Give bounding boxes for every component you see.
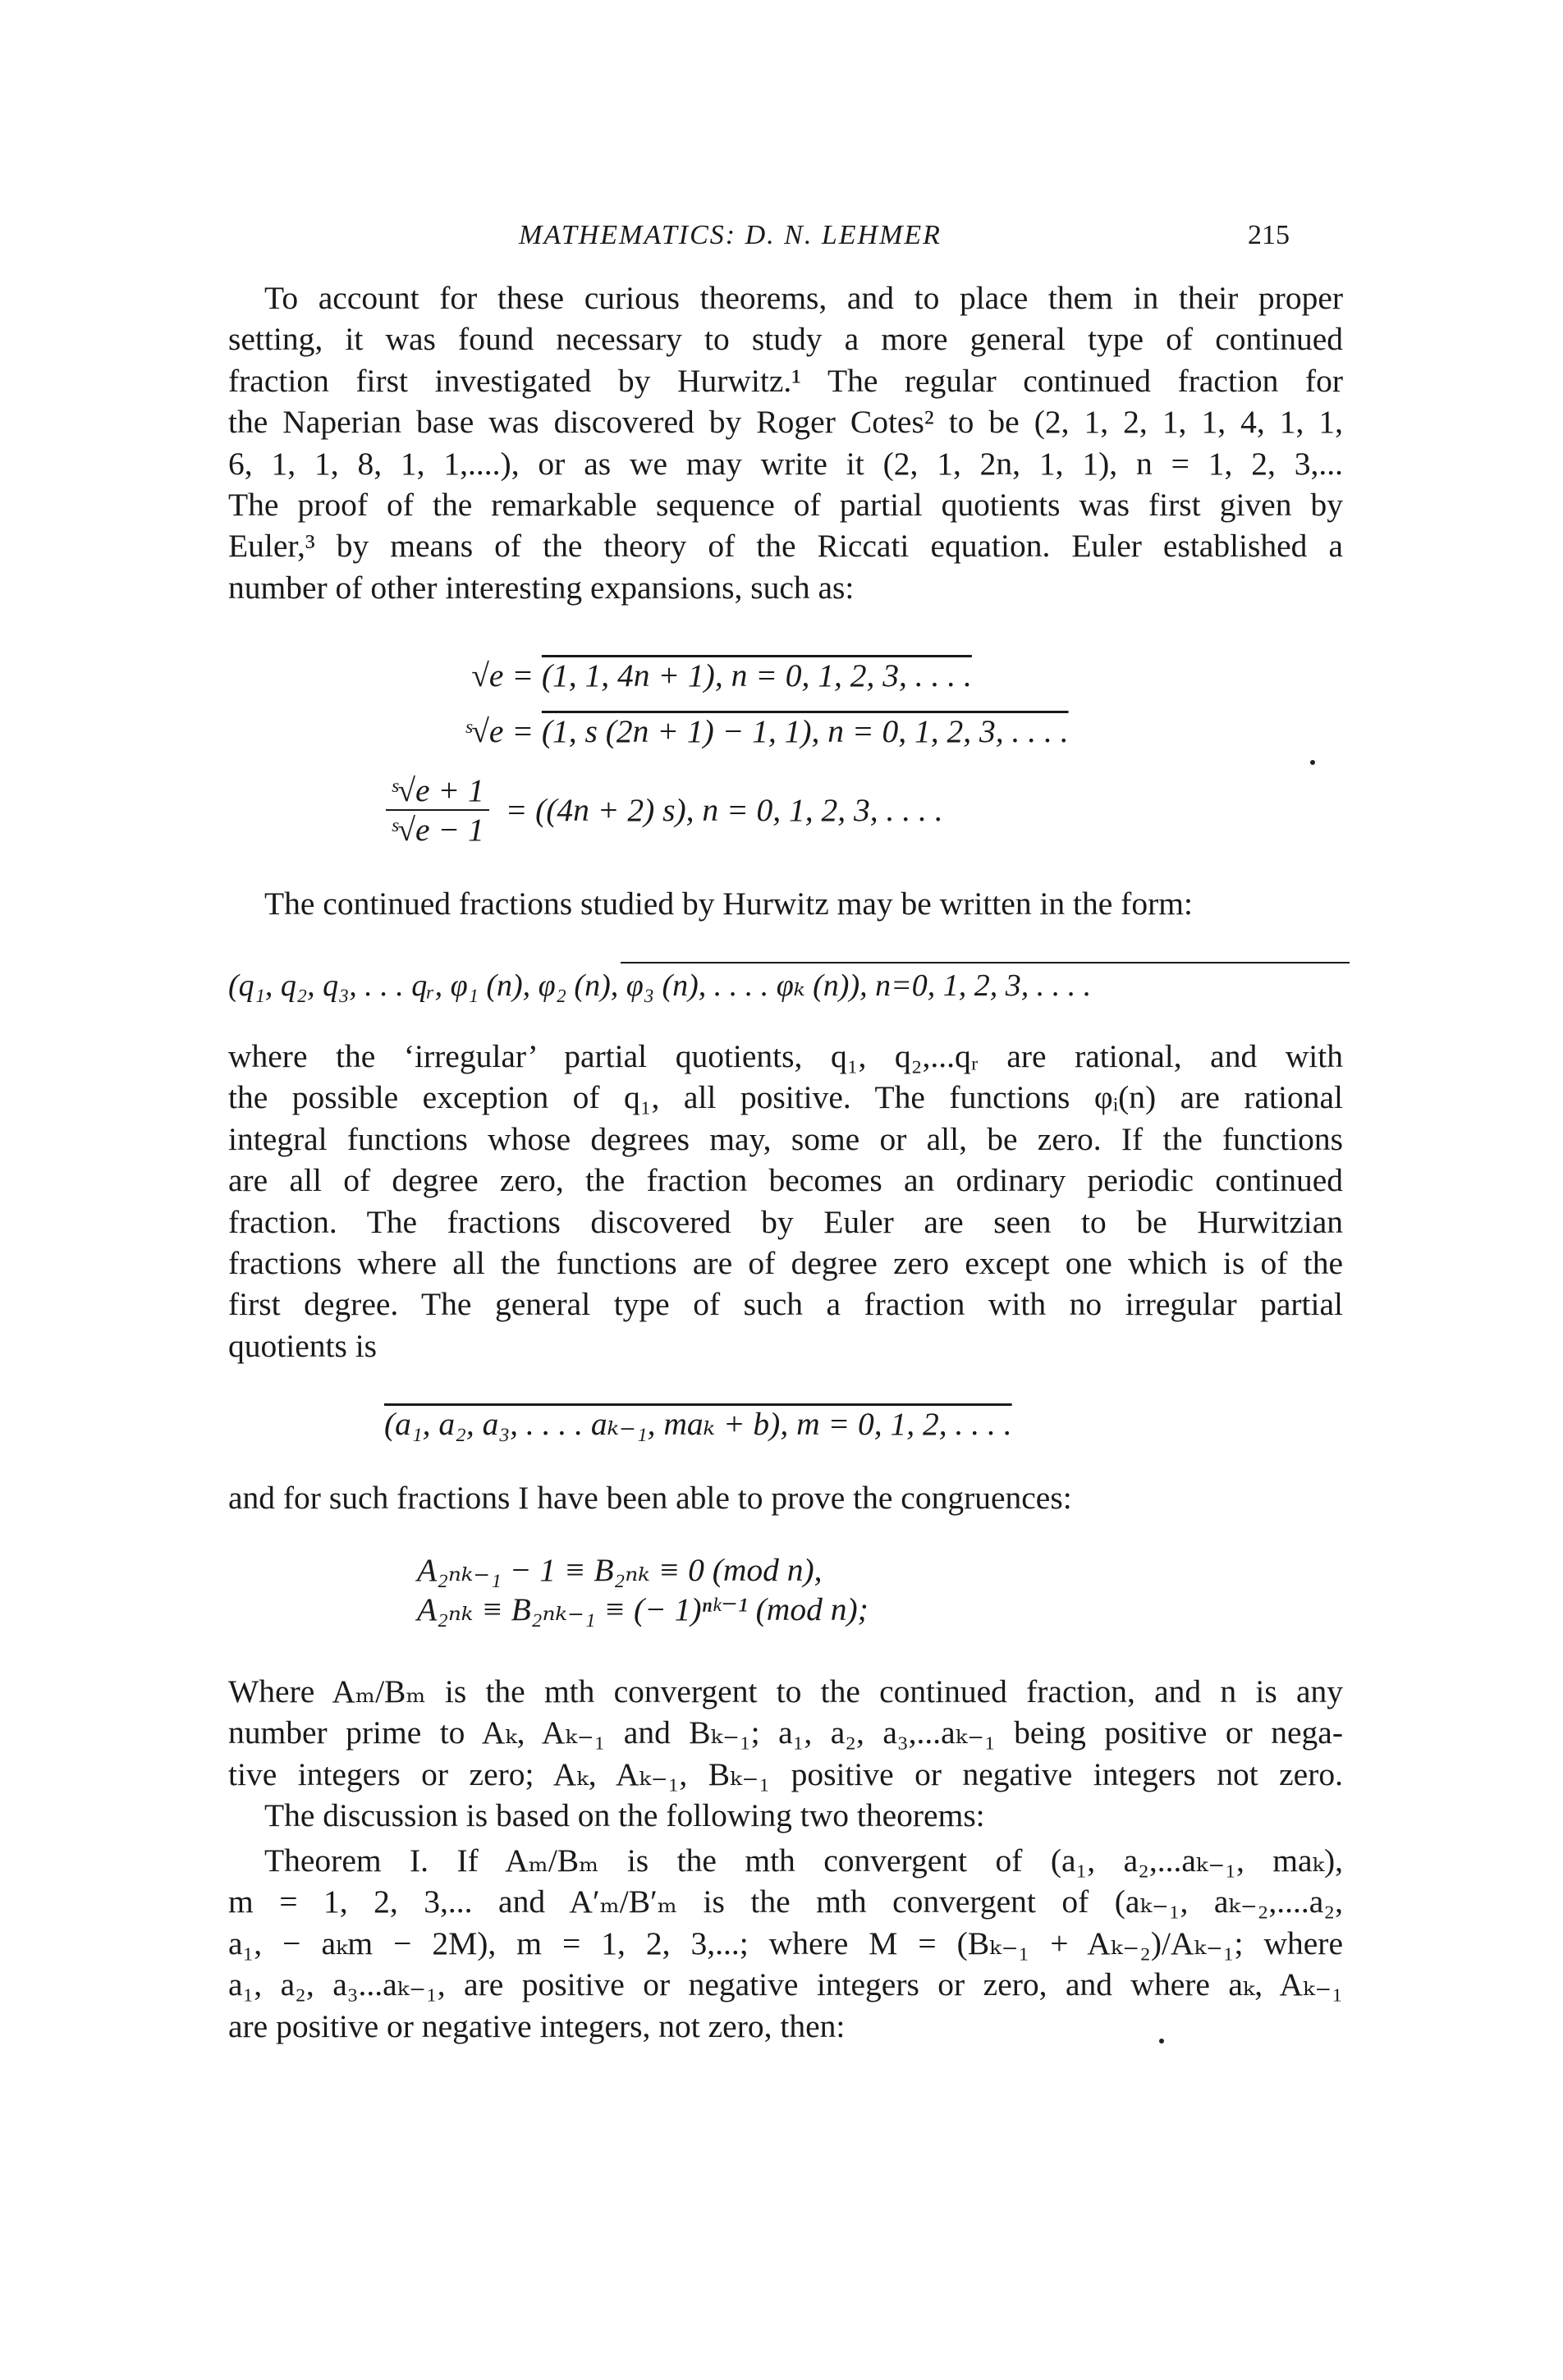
text-line: Euler,³ by means of the theory of the Riccati equation. Euler established a (228, 528, 1343, 565)
text-line: m = 1, 2, 3,... and A′ₘ/B′ₘ is the mth convergent of (aₖ₋₁, aₖ₋₂,....a₂, (228, 1883, 1343, 1920)
fraction: $\frac{\text{ˢ√e + 1}}{\text{ˢ√e − 1}}$ (386, 771, 489, 849)
text-line: where the ‘irregular’ partial quotients, q₁, q₂,...qᵣ are rational, and with (228, 1038, 1343, 1074)
equation-s-root-e: ˢ√e = (1, s (2n + 1) − 1, 1), n = 0, 1, 2, 3, . . . . (464, 713, 1069, 749)
text-line: The proof of the remarkable sequence of partial quotients was first given by (228, 486, 1343, 523)
text-line: first degree. The general type of such a fraction with no irregular partial (228, 1286, 1343, 1323)
text-line: number of other interesting expansions, such as: (228, 569, 855, 606)
text-line: setting, it was found necessary to study a more general type of continued (228, 321, 1343, 358)
equation-root-ratio: $\frac{\text{ˢ√e + 1}}{\text{ˢ√e − 1}}$ = ((4n + 2) s), n = 0, 1, 2, 3, . . . . (386, 771, 943, 849)
text-line: To account for these curious theorems, and to place them in their proper (264, 280, 1343, 316)
equation-general-type: (a₁, a₂, a₃, . . . . aₖ₋₁, maₖ + b), m = 0, 1, 2, . . . . (384, 1406, 1012, 1442)
congruence-1: A₂ₙₖ₋₁ − 1 ≡ B₂ₙₖ ≡ 0 (mod n), (417, 1552, 823, 1588)
text-line: The discussion is based on the following two theorems: (264, 1797, 985, 1834)
text-line: a₁, − aₖm − 2M), m = 1, 2, 3,...; where M = (Bₖ₋₁ + Aₖ₋₂)/Aₖ₋₁; where (228, 1925, 1343, 1961)
stray-mark (1310, 760, 1315, 765)
text-line: are positive or negative integers, not zero, then: (228, 2007, 846, 2044)
text-line: integral functions whose degrees may, some or all, be zero. If the functions (228, 1120, 1343, 1157)
text-line: the possible exception of q₁, all positive. The functions φᵢ(n) are rational (228, 1079, 1343, 1116)
text-line: fraction first investigated by Hurwitz.¹ The regular continued fraction for (228, 362, 1343, 399)
text-line: fractions where all the functions are of degree zero except one which is of the (228, 1244, 1343, 1281)
text-line: tive integers or zero; Aₖ, Aₖ₋₁, Bₖ₋₁ positive or negative integers not zero. (228, 1755, 1343, 1792)
paragraph-convergent-def (228, 1671, 1343, 1837)
equation-hurwitz-general: (q₁, q₂, q₃, . . . qᵣ, φ₁ (n), φ₂ (n), φ₃ (n), . . . . φₖ (n)), n=0, 1, 2, 3, . . . . (228, 968, 1092, 1003)
equation-sqrt-e: √e = (1, 1, 4n + 1), n = 0, 1, 2, 3, . . . . (471, 657, 972, 693)
paragraph-congruences-intro: and for such fractions I have been able to prove the congruences: (228, 1480, 1072, 1516)
congruence-2: A₂ₙₖ ≡ B₂ₙₖ₋₁ ≡ (− 1)ⁿᵏ⁻¹ (mod n); (417, 1591, 869, 1627)
text-line: Theorem I. If Aₘ/Bₘ is the mth convergent of (a₁, a₂,...aₖ₋₁, maₖ), (264, 1842, 1343, 1879)
stray-mark (1159, 2039, 1164, 2044)
page-number: 215 (1248, 220, 1290, 250)
text-line: are all of degree zero, the fraction becomes an ordinary periodic continued (228, 1162, 1343, 1199)
overline-bar (621, 962, 1350, 963)
paragraph-irregular-quotients (228, 1036, 1343, 1366)
text-line: Where Aₘ/Bₘ is the mth convergent to the continued fraction, and n is any (228, 1673, 1343, 1709)
paragraph-intro (228, 277, 1343, 608)
text-line: number prime to Aₖ, Aₖ₋₁ and Bₖ₋₁; a₁, a₂, a₃,...aₖ₋₁ being positive or nega- (228, 1714, 1343, 1751)
paragraph-hurwitz-form: The continued fractions studied by Hurwitz may be written in the form: (264, 886, 1193, 922)
text-line: quotients is (228, 1327, 378, 1364)
running-title: MATHEMATICS: D. N. LEHMER (519, 220, 942, 250)
text-line: 6, 1, 1, 8, 1, 1,....), or as we may write it (2, 1, 2n, 1, 1), n = 1, 2, 3,... (228, 445, 1343, 482)
text-line: fraction. The fractions discovered by Euler are seen to be Hurwitzian (228, 1203, 1343, 1240)
theorem-one (228, 1840, 1343, 2047)
text-line: a₁, a₂, a₃...aₖ₋₁, are positive or negative integers or zero, and where aₖ, Aₖ₋₁ (228, 1966, 1343, 2003)
text-line: the Naperian base was discovered by Roger Cotes² to be (2, 1, 2, 1, 1, 4, 1, 1, (228, 404, 1343, 441)
